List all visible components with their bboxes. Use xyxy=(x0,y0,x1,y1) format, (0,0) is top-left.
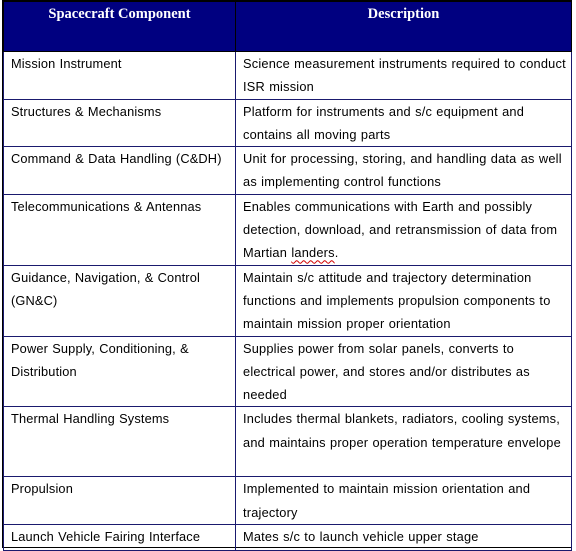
table-row xyxy=(4,147,572,195)
table-row xyxy=(4,99,572,147)
description-text: Enables communications with Earth and possibly detection, download, and retransmission of data from Martian xyxy=(243,198,558,261)
component-cell: Command & Data Handling (C&DH) xyxy=(4,147,236,195)
component-cell: Launch Vehicle Fairing Interface xyxy=(4,525,236,551)
header-description: Description xyxy=(236,2,572,52)
table-body xyxy=(4,52,572,551)
description-cell xyxy=(236,194,572,265)
description-cell: Unit for processing, storing, and handling data as well as implementing control functions xyxy=(236,147,572,195)
description-cell: Maintain s/c attitude and trajectory determination functions and implements propulsion components to maintain mission proper orientation xyxy=(236,265,572,336)
table-row xyxy=(4,407,572,477)
description-text-end: . xyxy=(334,245,339,261)
component-table-frame xyxy=(2,0,572,548)
component-cell: Mission Instrument xyxy=(4,52,236,100)
component-cell: Thermal Handling Systems xyxy=(4,407,236,477)
component-cell: Telecommunications & Antennas xyxy=(4,194,236,265)
table-row xyxy=(4,265,572,336)
description-cell: Implemented to maintain mission orientation and trajectory xyxy=(236,477,572,525)
table-row xyxy=(4,194,572,265)
table-row xyxy=(4,525,572,551)
component-cell: Propulsion xyxy=(4,477,236,525)
header-component: Spacecraft Component xyxy=(4,2,236,52)
description-cell: Supplies power from solar panels, converts to electrical power, and stores and/or distributes as needed xyxy=(236,336,572,407)
header-row xyxy=(4,2,572,52)
component-cell: Structures & Mechanisms xyxy=(4,99,236,147)
description-cell: Mates s/c to launch vehicle upper stage xyxy=(236,525,572,551)
description-cell: Includes thermal blankets, radiators, cooling systems, and maintains proper operation temperature envelope xyxy=(236,407,572,477)
component-cell: Guidance, Navigation, & Control (GN&C) xyxy=(4,265,236,336)
description-cell: Platform for instruments and s/c equipment and contains all moving parts xyxy=(236,99,572,147)
table-header xyxy=(4,2,572,52)
component-cell: Power Supply, Conditioning, & Distribution xyxy=(4,336,236,407)
table-row xyxy=(4,336,572,407)
spacecraft-component-table xyxy=(3,1,572,551)
spellcheck-flagged-word: landers xyxy=(291,245,335,261)
table-row xyxy=(4,477,572,525)
description-cell: Science measurement instruments required to conduct ISR mission xyxy=(236,52,572,100)
table-row xyxy=(4,52,572,100)
